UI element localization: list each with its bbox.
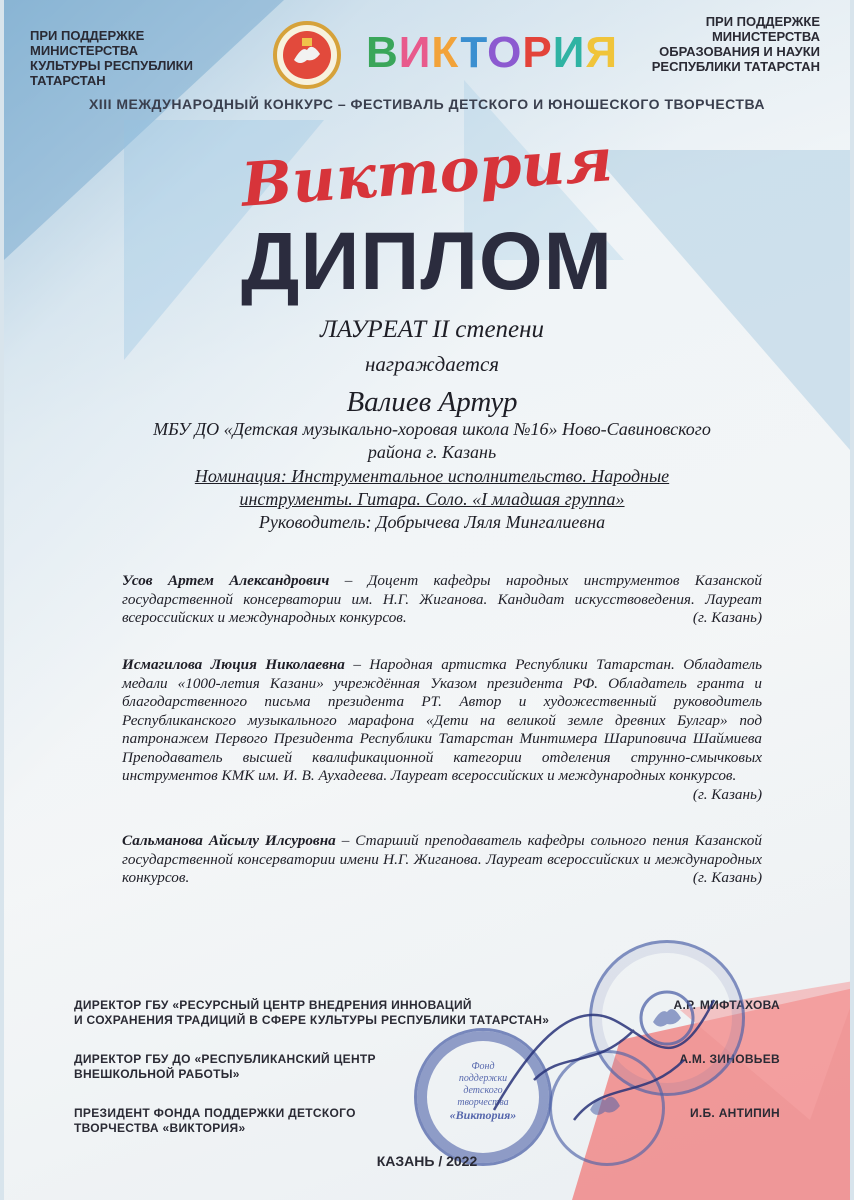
jury-member <box>122 572 762 628</box>
signature-name: А.М. ЗИНОВЬЕВ <box>679 1052 780 1066</box>
school-line: МБУ ДО «Детская музыкально-хоровая школа №16» Ново-Савиновского <box>153 419 711 439</box>
signature-title-line: ТВОРЧЕСТВА «ВИКТОРИЯ» <box>74 1121 246 1135</box>
stamp-line: поддержки <box>458 1073 508 1084</box>
footer-city-year: КАЗАНЬ / 2022 <box>376 1153 478 1169</box>
diploma-title: ДИПЛОМ <box>241 216 613 307</box>
nomination <box>84 465 780 511</box>
signature-title <box>74 1106 356 1136</box>
header-right-support <box>620 14 820 74</box>
header-left-line: МИНИСТЕРСТВА <box>30 43 139 58</box>
nomination-line: Номинация: Инструментальное исполнительство. Народные <box>194 466 670 486</box>
recipient-name: Валиев Артур <box>346 386 518 418</box>
nomination-line: инструменты. Гитара. Соло. «I младшая группа» <box>239 489 625 509</box>
logo-letter: Я <box>585 28 618 77</box>
laureate-degree: ЛАУРЕАТ II степени <box>319 316 545 343</box>
header-right-line: МИНИСТЕРСТВА <box>711 29 820 44</box>
logo-letter: О <box>487 28 523 77</box>
jury-member-name: Сальманова Айсылу Илсуровна <box>122 832 336 849</box>
stamp-line: «Виктория» <box>449 1108 517 1122</box>
header-left-line: ПРИ ПОДДЕРЖКЕ <box>30 28 145 43</box>
school-name <box>84 418 780 464</box>
jury-member-text: – Народная артистка Республики Татарстан. Обладатель медали «1000-летия Казани» учреждённая Указом президента РФ. Обладатель гранта и благодарственного письма президента РТ. Автор и художественный руководитель Республиканского музыкального марафона «Дети на великой земле древних Булгар» под патронажем Первого Президента Республики Татарстан Минтимера Шариповича Шаймиева Преподаватель высшей квалификационной категории отделения струнно-смычковых инструментов КМК им. И. В. Аухадеева. Лауреат всероссийских и международных конкурсов. <box>122 656 762 784</box>
header-left-line: КУЛЬТУРЫ РЕСПУБЛИКИ <box>30 58 193 73</box>
school-line: района г. Казань <box>367 442 497 462</box>
header-right-line: РЕСПУБЛИКИ ТАТАРСТАН <box>651 59 820 74</box>
jury-member-name: Усов Артем Александрович <box>122 572 330 589</box>
stamp-line: творчества <box>457 1097 509 1108</box>
header-right-line: ОБРАЗОВАНИЯ И НАУКИ <box>659 44 820 59</box>
header-left-support <box>30 28 230 88</box>
jury-member-name: Исмагилова Люция Николаевна <box>122 656 345 673</box>
jury-member-city: (г. Казань) <box>692 785 762 803</box>
header-left-line: ТАТАРСТАН <box>30 73 106 88</box>
stamp-line: детского <box>463 1085 503 1096</box>
jury-member-text: – Старший преподаватель кафедры сольного пения Казанской государственной консерватории имени Н.Г. Жиганова. Лауреат всероссийских и международных конкурсов. <box>122 832 762 886</box>
signature-name: И.Б. АНТИПИН <box>689 1106 780 1120</box>
logo-letter: Т <box>460 28 488 77</box>
signature-title-line: ПРЕЗИДЕНТ ФОНДА ПОДДЕРЖКИ ДЕТСКОГО <box>74 1106 356 1120</box>
logo-letter: И <box>552 28 586 77</box>
signature-name: А.Р. МИФТАХОВА <box>673 998 780 1012</box>
script-title: Виктория <box>239 125 615 221</box>
signature-title-line: И СОХРАНЕНИЯ ТРАДИЦИЙ В СФЕРЕ КУЛЬТУРЫ РЕСПУБЛИКИ ТАТАРСТАН» <box>74 1013 550 1027</box>
tatarstan-emblem-icon <box>272 20 342 90</box>
jury-member-city: (г. Казань) <box>692 609 762 626</box>
signature-title-line: ДИРЕКТОР ГБУ ДО «РЕСПУБЛИКАНСКИЙ ЦЕНТР <box>74 1052 376 1066</box>
logo-letter: К <box>431 28 461 77</box>
awarded-label: награждается <box>364 352 500 376</box>
jury-member-text: – Доцент кафедры народных инструментов Казанской государственной консерватории им. Н.Г. Жиганова. Кандидат искусствоведения. Лауреат всероссийских и международных конкурсов. <box>122 572 762 626</box>
signature-title <box>74 1052 376 1082</box>
logo-letter: И <box>398 28 432 77</box>
logo-letter: В <box>366 28 399 77</box>
jury-member <box>122 832 762 888</box>
stamp-line: Фонд <box>471 1061 495 1072</box>
signature-title-line: ДИРЕКТОР ГБУ «РЕСУРСНЫЙ ЦЕНТР ВНЕДРЕНИЯ ИННОВАЦИЙ <box>74 998 472 1012</box>
leader-name: Руководитель: Добрычева Ляля Мингалиевна <box>258 512 606 532</box>
jury-member <box>122 656 762 804</box>
jury-member-city: (г. Казань) <box>692 869 762 886</box>
logo-letter: Р <box>522 28 553 77</box>
victoria-logo <box>366 28 618 78</box>
contest-line: XIII МЕЖДУНАРОДНЫЙ КОНКУРС – ФЕСТИВАЛЬ ДЕТСКОГО И ЮНОШЕСКОГО ТВОРЧЕСТВА <box>88 96 766 112</box>
header-right-line: ПРИ ПОДДЕРЖКЕ <box>705 14 820 29</box>
victoria-logo-text <box>366 28 618 77</box>
diploma-sheet <box>4 0 850 1200</box>
signature-title-line: ВНЕШКОЛЬНОЙ РАБОТЫ» <box>74 1067 240 1081</box>
handwritten-signature <box>474 960 734 1140</box>
